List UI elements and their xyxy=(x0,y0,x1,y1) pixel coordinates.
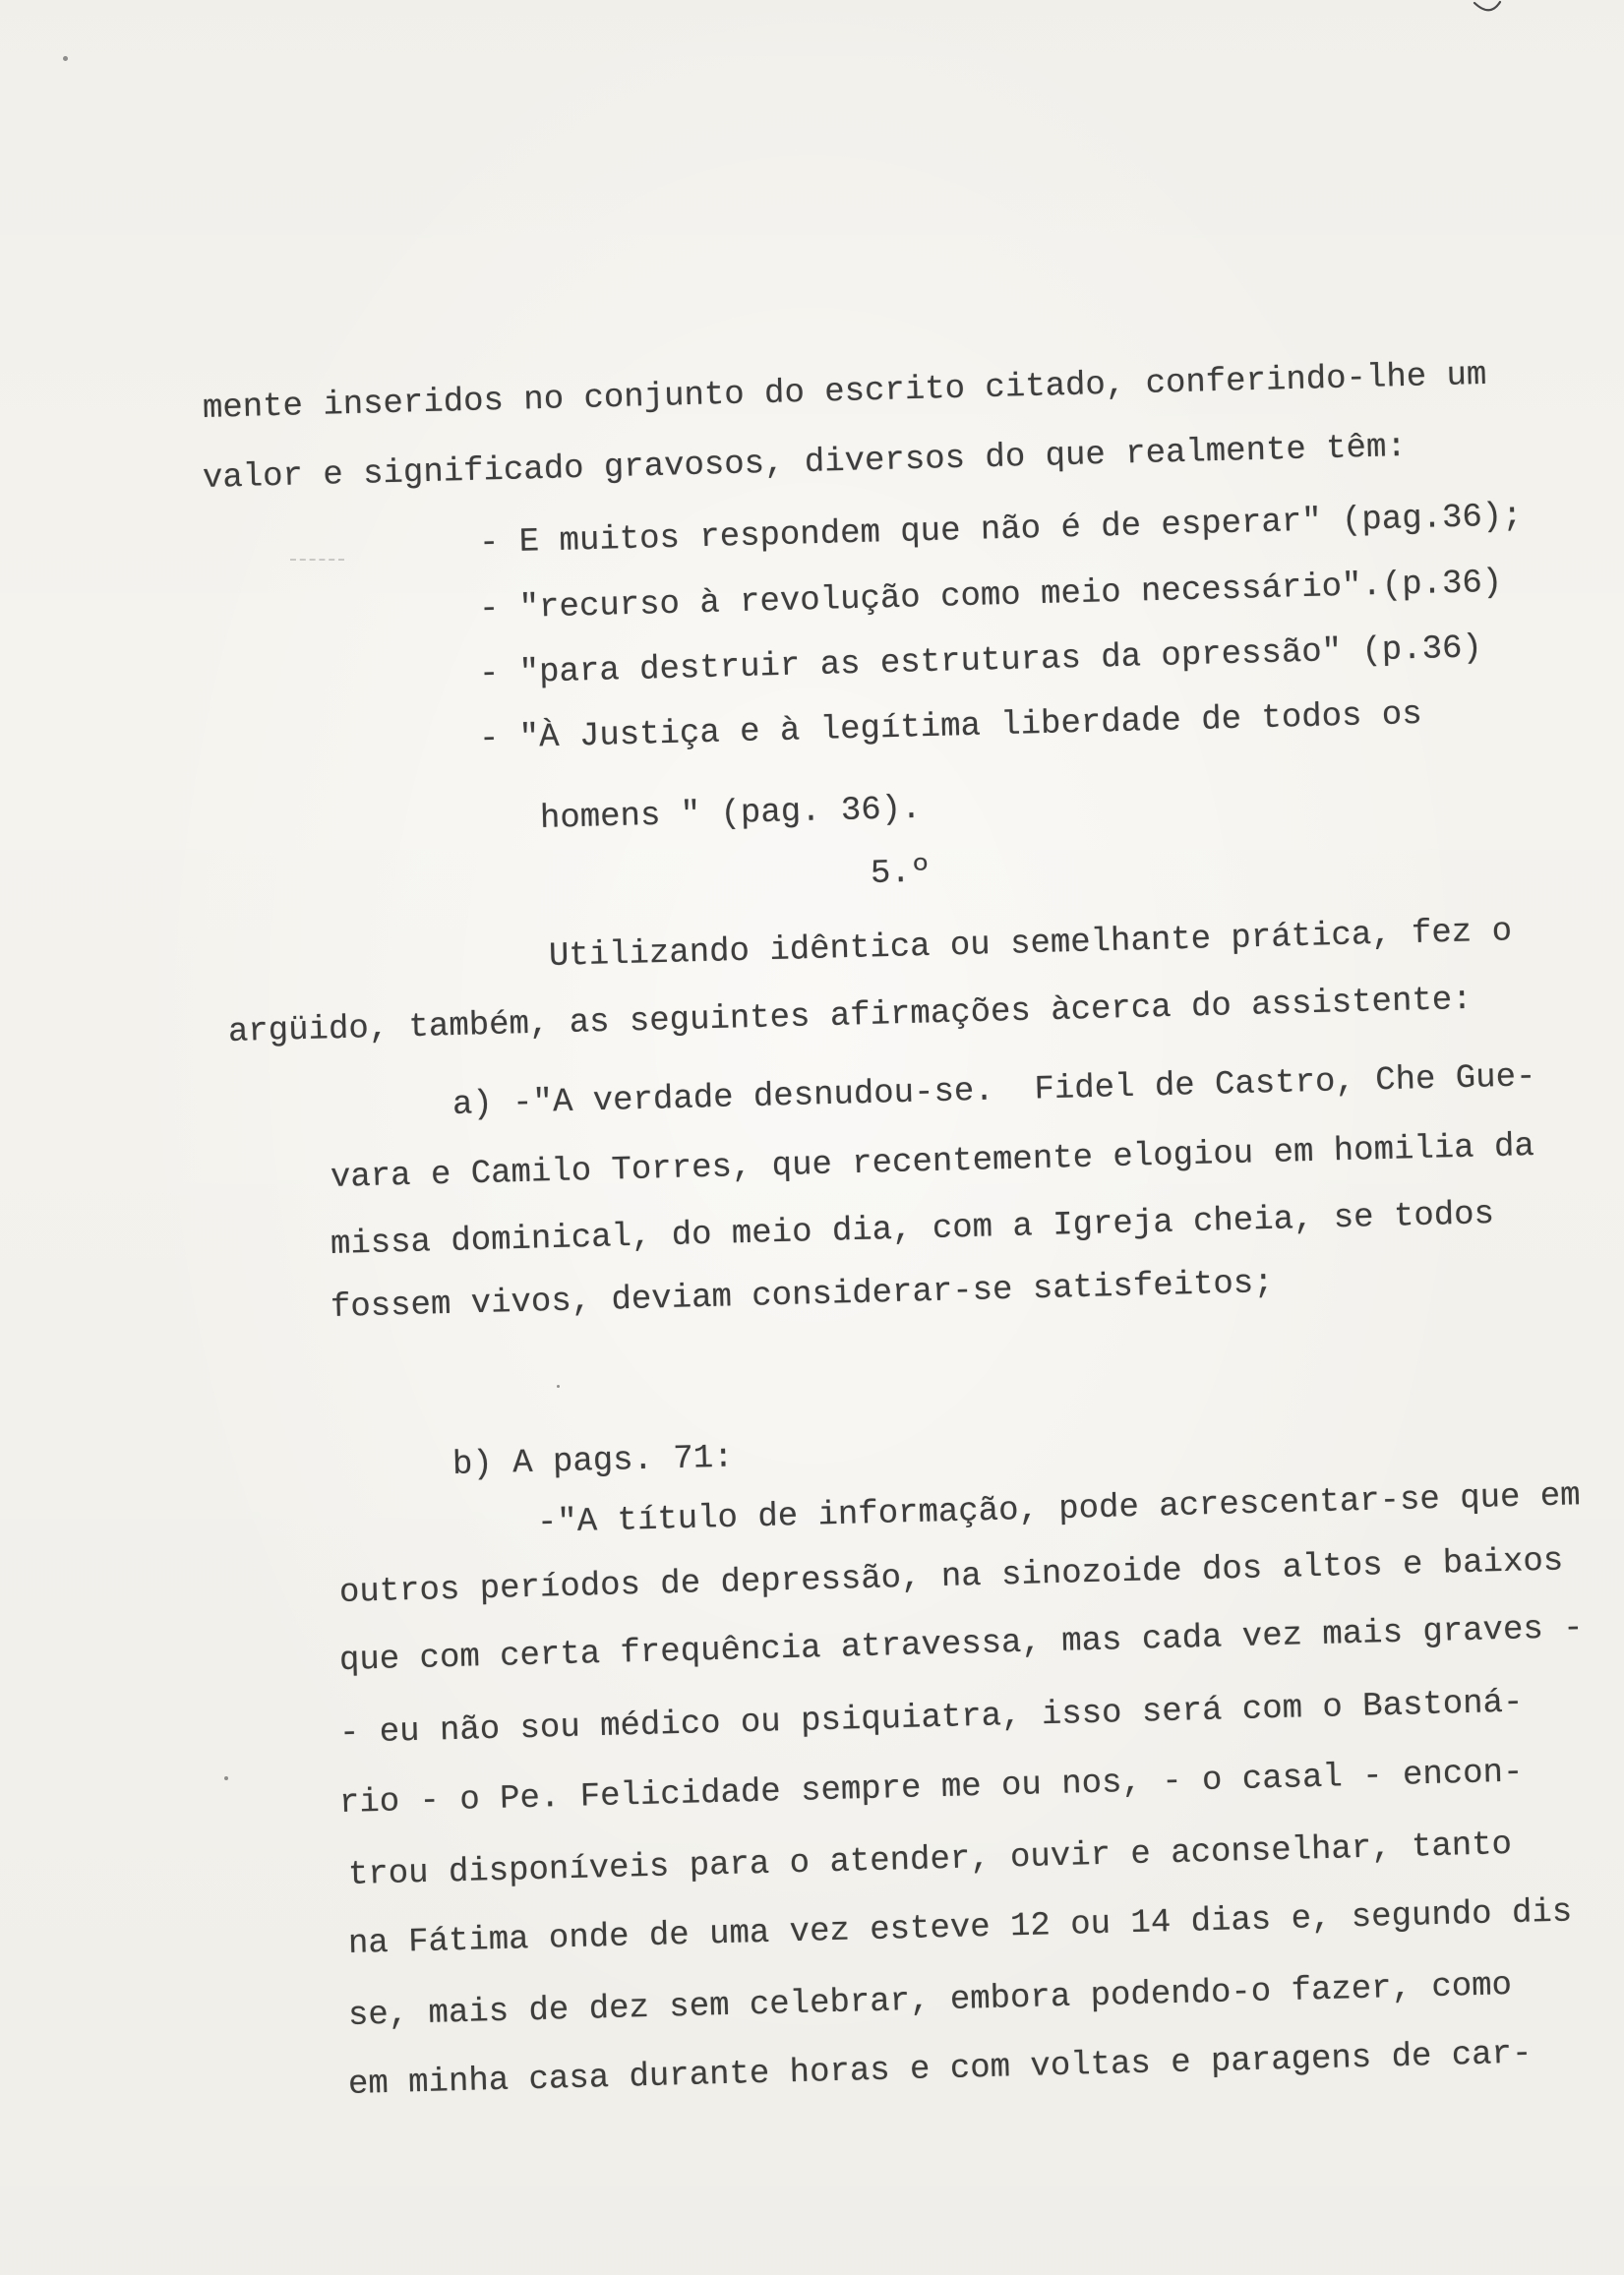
section-intro-line: argüido, também, as seguintes afirmações àcerca do assistente: xyxy=(227,981,1474,1051)
item-b-line: trou disponíveis para o atender, ouvir e aconselhar, tanto xyxy=(347,1826,1513,1894)
item-b-line: na Fátima onde de uma vez esteve 12 ou 14 dias e, segundo dis xyxy=(347,1893,1573,1963)
quoted-passage-line: - "para destruir as estruturas da opressão" (p.36) xyxy=(478,629,1483,693)
quoted-passage-line: - "À Justiça e à legítima liberdade de todos os xyxy=(478,695,1423,758)
item-b-line: que com certa frequência atravessa, mas cada vez mais graves - xyxy=(338,1609,1585,1680)
scan-speck xyxy=(63,56,68,61)
item-b-line: outros períodos de depressão, na sinozoide dos altos e baixos xyxy=(338,1542,1564,1612)
item-a-line: a) -"A verdade desnudou-se. Fidel de Castro, Che Gue- xyxy=(451,1058,1536,1124)
item-b-line: -"A título de informação, pode acrescentar-se que em xyxy=(536,1477,1582,1542)
item-b-line: em minha casa durante horas e com voltas e paragens de car- xyxy=(347,2035,1533,2104)
item-b-line: - eu não sou médico ou psiquiatra, isso será com o Bastoná- xyxy=(338,1684,1524,1753)
intro-line: valor e significado gravosos, diversos do que realmente têm: xyxy=(202,428,1408,498)
item-b-line: se, mais de dez sem celebrar, embora podendo-o fazer, como xyxy=(347,1967,1513,2035)
item-a-line: vara e Camilo Torres, que recentemente elogiou em homilia da xyxy=(330,1127,1535,1197)
scan-speck xyxy=(557,1385,560,1388)
item-a-line: missa dominical, do meio dia, com a Igreja cheia, se todos xyxy=(330,1196,1495,1264)
item-a-line: fossem vivos, deviam considerar-se satisfeitos; xyxy=(330,1264,1275,1327)
quoted-passage-line: - "recurso à revolução como meio necessário".(p.36) xyxy=(478,564,1503,629)
quoted-passage-line: homens " (pag. 36). xyxy=(539,790,923,838)
section-number: 5.º xyxy=(870,854,932,893)
item-b-heading: b) A pags. 71: xyxy=(451,1439,735,1484)
section-intro-line: Utilizando idêntica ou semelhante prática, fez o xyxy=(548,913,1513,976)
scan-speck xyxy=(224,1776,228,1780)
item-b-line: rio - o Pe. Felicidade sempre me ou nos, - o casal - encon- xyxy=(338,1754,1524,1823)
intro-line: mente inseridos no conjunto do escrito citado, conferindo-lhe um xyxy=(202,356,1487,428)
pen-mark xyxy=(1471,0,1504,24)
quoted-passage-line: - E muitos respondem que não é de esperar" (pag.36); xyxy=(478,498,1524,563)
faint-dash-mark xyxy=(290,559,344,561)
